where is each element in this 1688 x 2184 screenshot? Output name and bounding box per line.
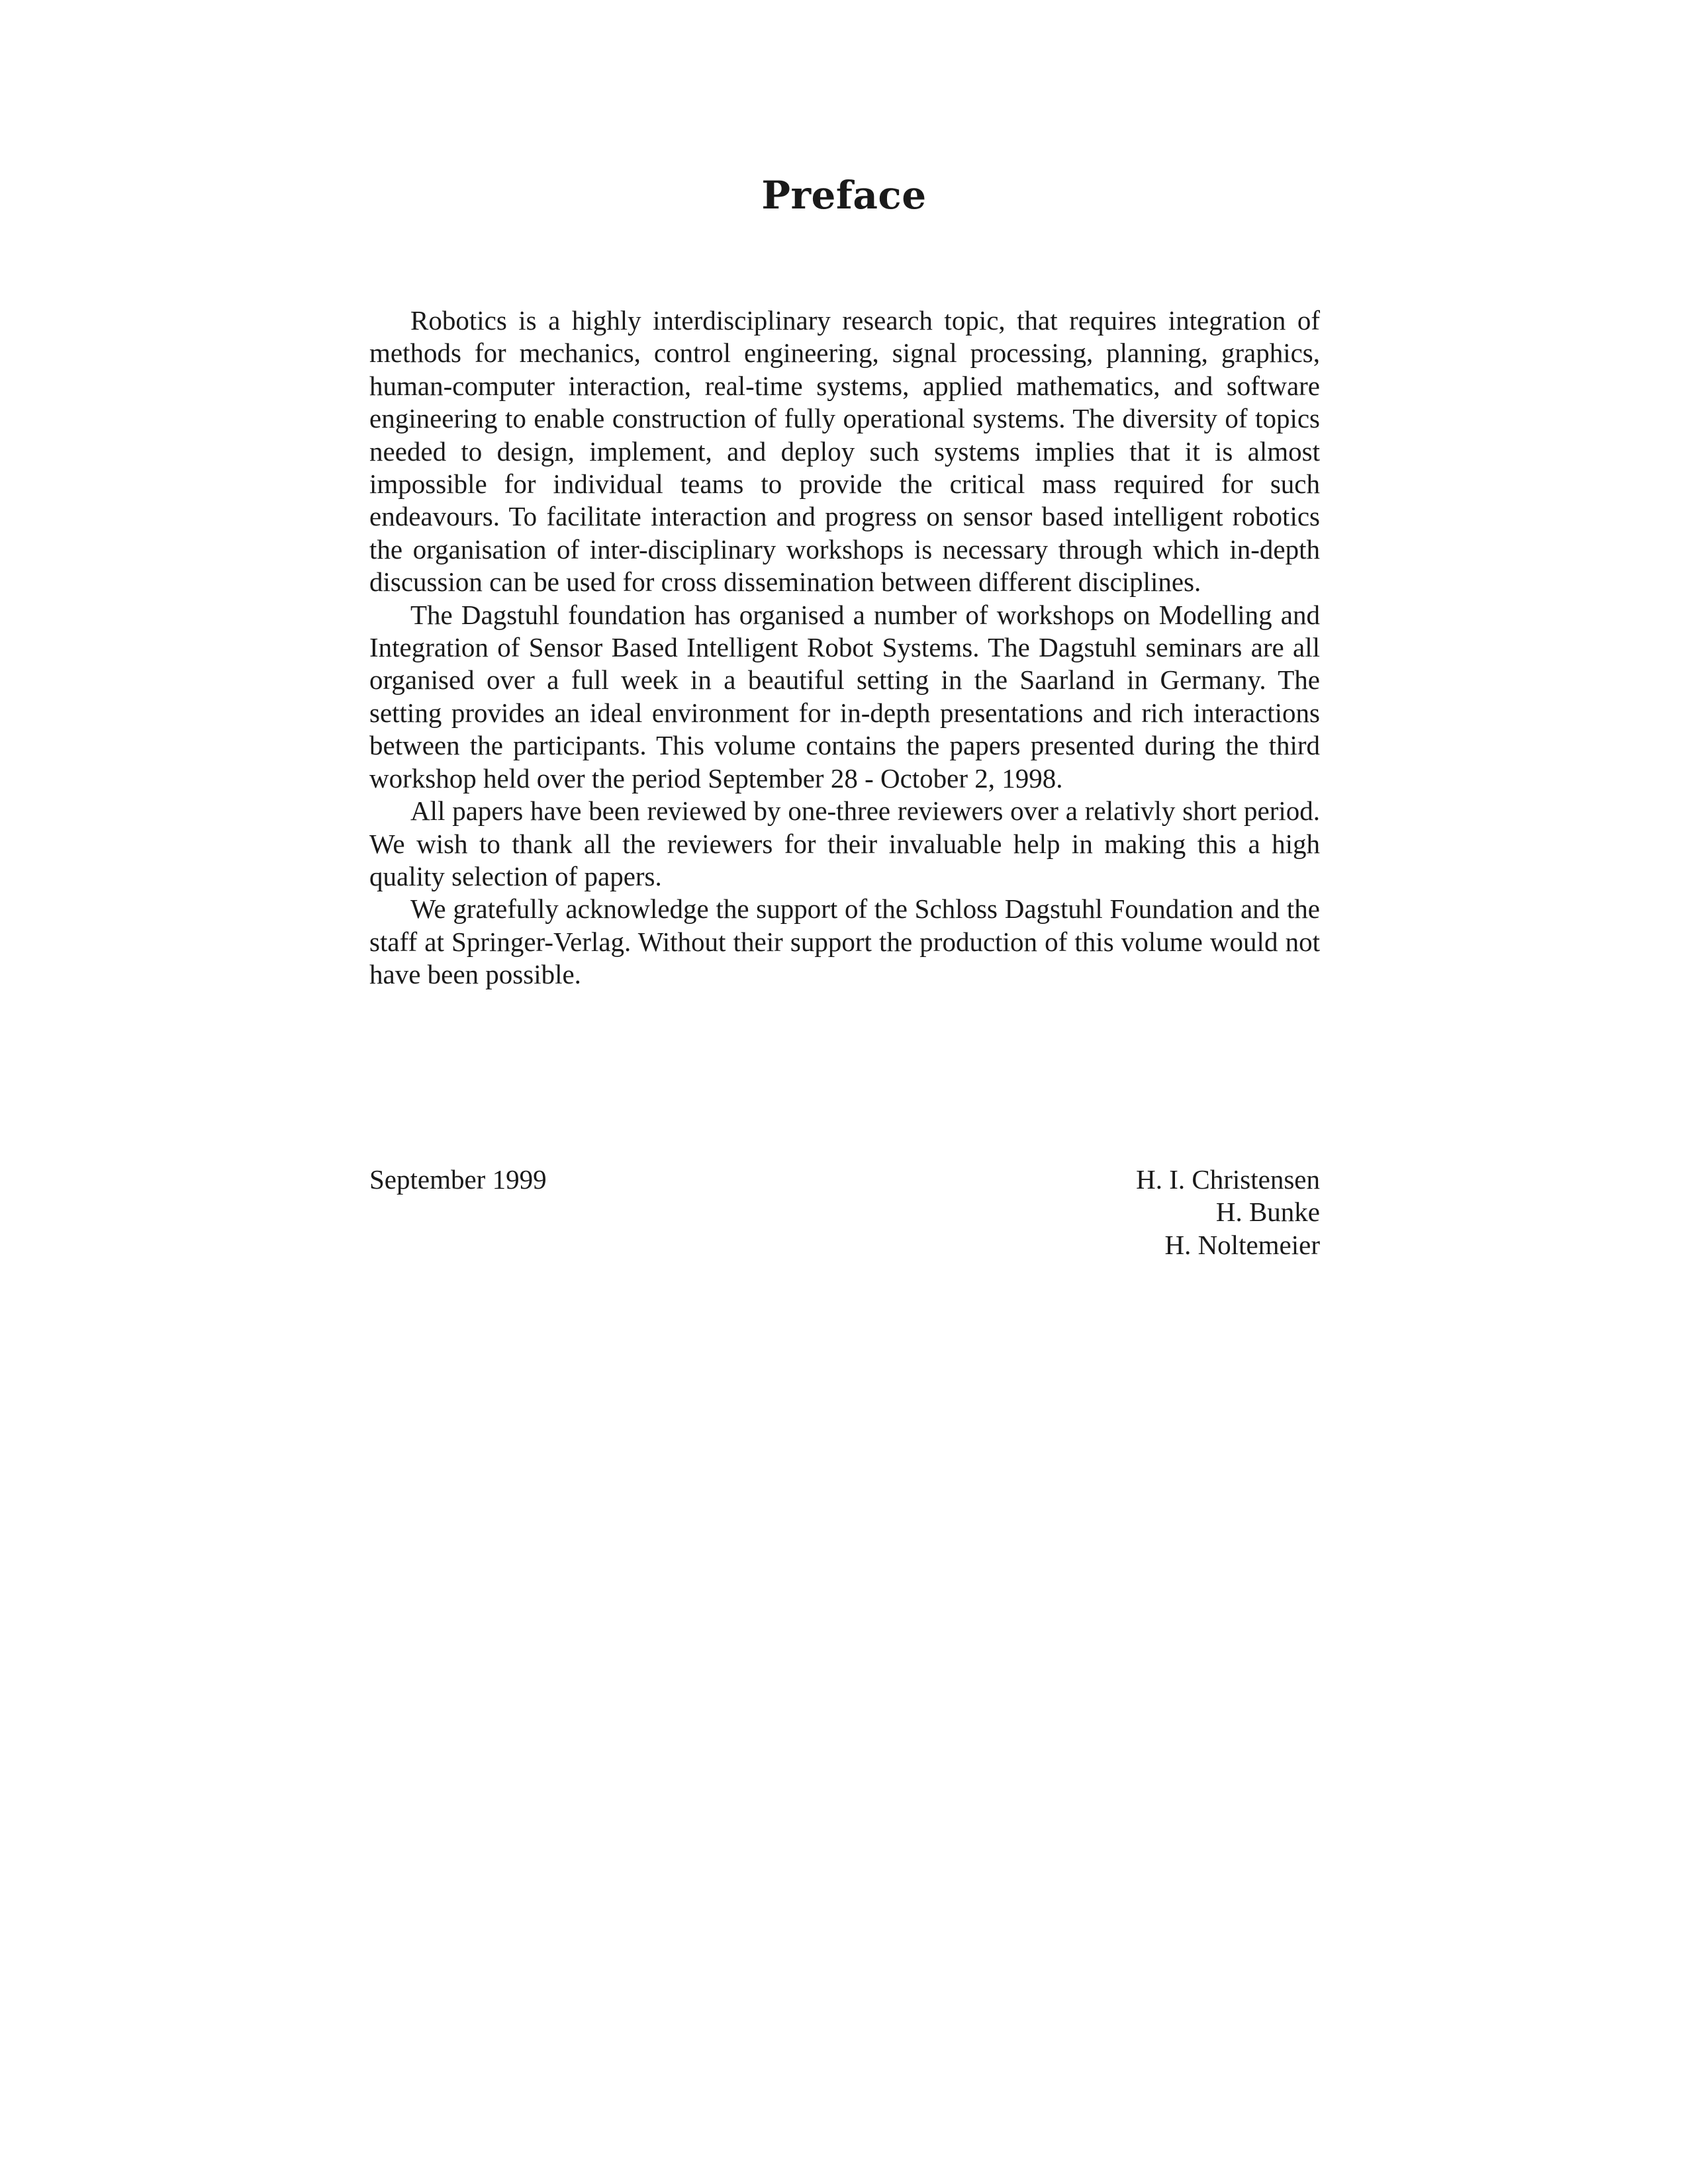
preface-body xyxy=(369,304,1320,991)
signature-date: September 1999 xyxy=(369,1164,547,1195)
paragraph-4: We gratefully acknowledge the support of the Schloss Dagstuhl Foundation and the staff at Springer-Verlag. Without their support the production of this volume would not have been possible. xyxy=(369,893,1320,990)
page-title: Preface xyxy=(761,173,927,218)
author-name: H. Noltemeier xyxy=(1164,1229,1320,1260)
author-name: H. Bunke xyxy=(1215,1197,1320,1228)
paragraph-2: The Dagstuhl foundation has organised a number of workshops on Modelling and Integration of Sensor Based Intelligent Robot Systems. The Dagstuhl seminars are all organised over a full week in a beautiful setting in the Saarland in Germany. The setting provides an ideal environment for in-depth presentations and rich interactions between the participants. This volume contains the papers presented during the third workshop held over the period September 28 - October 2, 1998. xyxy=(369,599,1320,794)
paragraph-3: All papers have been reviewed by one-three reviewers over a relativly short period. We wish to thank all the reviewers for their invaluable help in making this a high quality selection of papers. xyxy=(369,796,1320,891)
paragraph-1: Robotics is a highly interdisciplinary research topic, that requires integration of methods for mechanics, control engineering, signal processing, planning, graphics, human-computer interaction, real-time systems, applied mathematics, and software engineering to enable construction of fully operational systems. The diversity of topics needed to design, implement, and deploy such systems implies that it is almost impossible for individual teams to provide the critical mass required for such endeavours. To facilitate interaction and progress on sensor based intelligent robotics the organisation of inter-disciplinary workshops is necessary through which in-depth discussion can be used for cross dissemination between different disciplines. xyxy=(369,305,1320,598)
author-name: H. I. Christensen xyxy=(1136,1164,1320,1195)
author-list xyxy=(1136,1163,1320,1261)
